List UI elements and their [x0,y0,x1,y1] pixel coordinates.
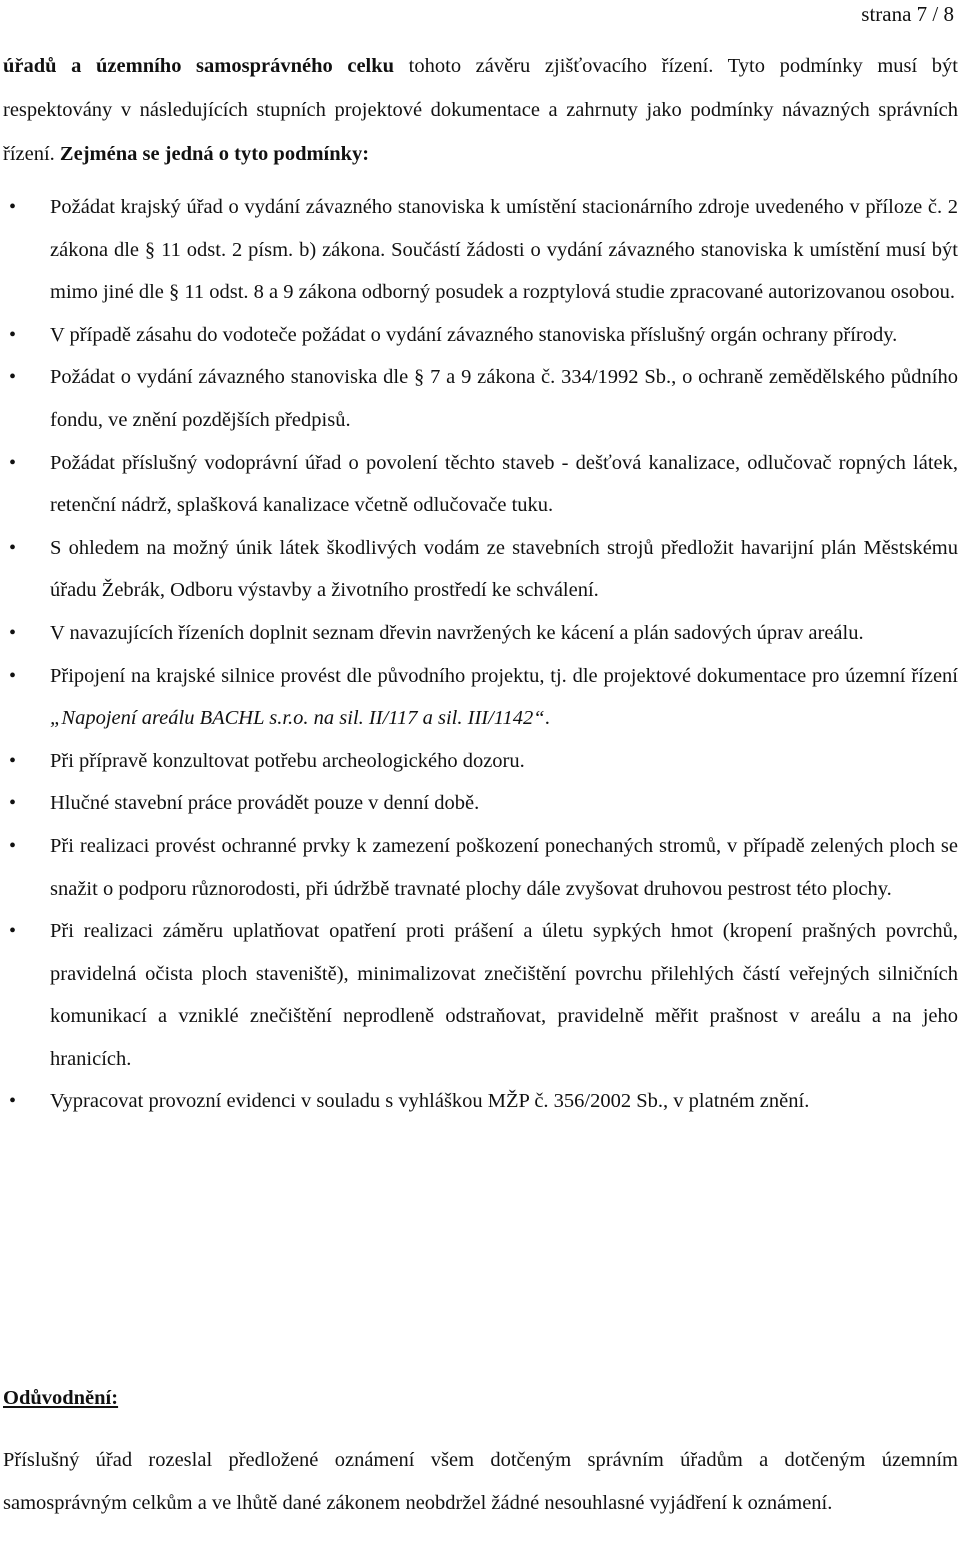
page-number: strana 7 / 8 [861,2,954,26]
list-item: • Při přípravě konzultovat potřebu archeologického dozoru. [0,740,958,783]
conditions-list [0,186,958,1123]
justification-heading: Odůvodnění: [3,1387,119,1409]
list-item: • Požádat krajský úřad o vydání závazného stanoviska k umístění stacionárního zdroje uvedeného v příloze č. 2 zákona dle § 11 odst. 2 písm. b) zákona. Součástí žádosti o vydání závazného stanoviska k umístění musí být mimo jiné dle § 11 odst. 8 a 9 zákona odborný posudek a rozptylová studie zpracované autorizovanou osobou. [0,186,958,314]
justification-text: Příslušný úřad rozeslal předložené oznámení všem dotčeným správním úřadům a dotčeným územním samosprávným celkům a ve lhůtě dané zákonem neobdržel žádné nesouhlasné vyjádření k oznámení. [3,1449,958,1514]
list-item: • Hlučné stavební práce provádět pouze v denní době. [0,782,958,825]
intro-paragraph [3,44,958,176]
list-item-text: Připojení na krajské silnice provést dle původního projektu, tj. dle projektové dokumentace pro územní řízení [50,664,958,687]
list-item-text-end: . [544,707,550,730]
project-title: „Napojení areálu BACHL s.r.o. na sil. II/117 a sil. III/1142“ [50,707,545,730]
intro-bold-end: Zejména se jedná o tyto podmínky: [59,143,370,165]
list-item: • Při realizaci provést ochranné prvky k zamezení poškození ponechaných stromů, v případě zelených ploch se snažit o podporu různorodosti, při údržbě travnaté plochy dále zvyšovat druhovou pestrost této plochy. [0,825,958,910]
list-item: • Požádat o vydání závazného stanoviska dle § 7 a 9 zákona č. 334/1992 Sb., o ochraně zemědělského půdního fondu, ve znění pozdějších předpisů. [0,356,958,441]
list-item: • S ohledem na možný únik látek škodlivých vodám ze stavebních strojů předložit havarijní plán Městskému úřadu Žebrák, Odboru výstavby a životního prostředí ke schválení. [0,527,958,612]
list-item: • Při realizaci záměru uplatňovat opatření proti prášení a úletu sypkých hmot (kropení prašných povrchů, pravidelná očista ploch staveniště), minimalizovat znečištění povrchu přilehlých částí veřejných silničních komunikací a vzniklé znečištění neprodleně odstraňovat, pravidelně měřit prašnost v areálu a na jeho hranicích. [0,910,958,1080]
list-item [0,655,958,740]
list-item: • Vypracovat provozní evidenci v souladu s vyhláškou MŽP č. 356/2002 Sb., v platném znění. [0,1080,958,1123]
list-item: • Požádat příslušný vodoprávní úřad o povolení těchto staveb - dešťová kanalizace, odlučovač ropných látek, retenční nádrž, splašková kanalizace včetně odlučovače tuku. [0,442,958,527]
intro-bold-start: úřadů a územního samosprávného celku [3,55,395,77]
list-item: • V navazujících řízeních doplnit seznam dřevin navržených ke kácení a plán sadových úprav areálu. [0,612,958,655]
list-item: • V případě zásahu do vodoteče požádat o vydání závazného stanoviska příslušný orgán ochrany přírody. [0,314,958,357]
intro-text: tohoto závěru zjišťovacího řízení. Tyto podmínky musí být respektovány v následujících stupních projektové dokumentace a zahrnuty jako podmínky návazných správních řízení. [3,55,959,165]
